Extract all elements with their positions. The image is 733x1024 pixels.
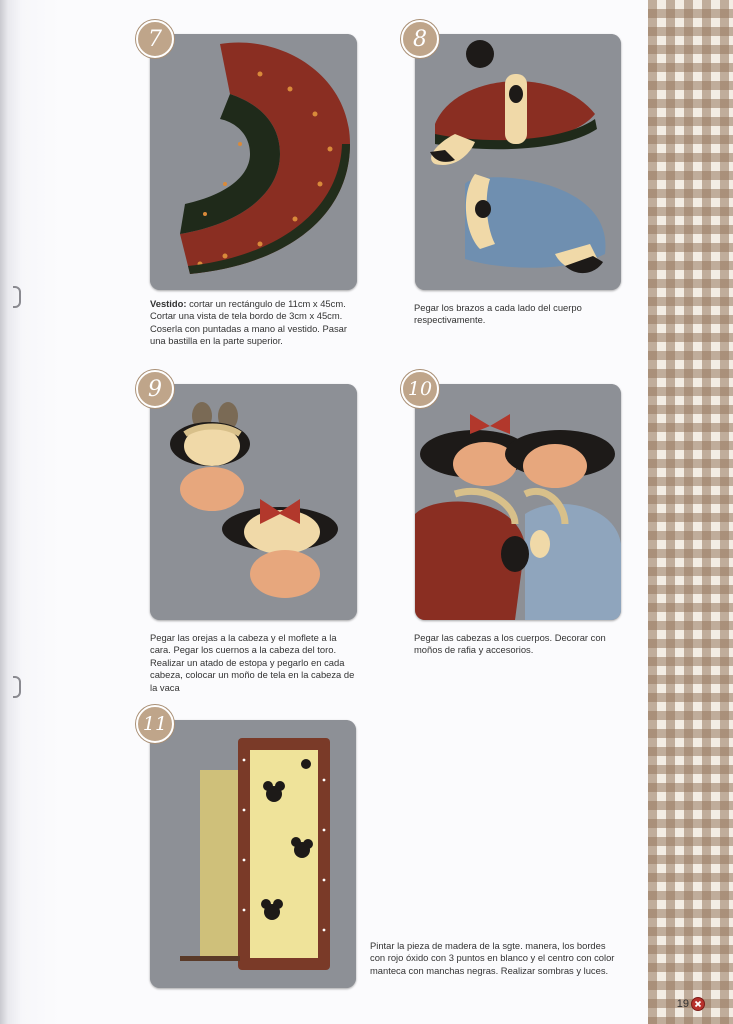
step-8-photo <box>415 34 621 290</box>
step-11-caption: Pintar la pieza de madera de la sgte. manera, los bordes con rojo óxido con 3 puntos en blanco y el centro con color manteca con manchas negras. Realizar sombras y luces. <box>370 940 615 976</box>
step-8-caption: Pegar los brazos a cada lado del cuerpo respectivamente. <box>414 302 582 326</box>
step-7-caption <box>150 298 362 348</box>
gingham-border <box>648 0 733 1024</box>
step-9-photo <box>150 384 357 620</box>
step-10-badge: 10 <box>401 370 439 408</box>
step-7-caption-text: cortar un rectángulo de 11cm x 45cm. Cortar una vista de tela bordo de 3cm x 45cm. Coserla con puntadas a mano al vestido. Pasar una bastilla en la parte superior. <box>150 298 347 347</box>
close-circle-icon <box>691 997 705 1011</box>
step-11-photo <box>150 720 356 988</box>
step-11-badge: 11 <box>136 705 174 743</box>
step-9-badge: 9 <box>136 370 174 408</box>
step-7-badge: 7 <box>136 20 174 58</box>
step-10-caption: Pegar las cabezas a los cuerpos. Decorar con moños de rafia y accesorios. <box>414 632 606 656</box>
step-8-badge: 8 <box>401 20 439 58</box>
binding-clip <box>13 676 21 698</box>
step-7-photo <box>150 34 357 290</box>
page-number: 19 <box>676 998 689 1010</box>
step-7-caption-title: Vestido: <box>150 298 187 309</box>
binding-clip <box>13 286 21 308</box>
step-9-caption: Pegar las orejas a la cabeza y el moflete a la cara. Pegar los cuernos a la cabeza del toro. Realizar un atado de estopa y pegarlo en cada cabeza, colocar un moño de tela en la cabeza de la vaca <box>150 632 355 693</box>
step-10-photo <box>415 384 621 620</box>
